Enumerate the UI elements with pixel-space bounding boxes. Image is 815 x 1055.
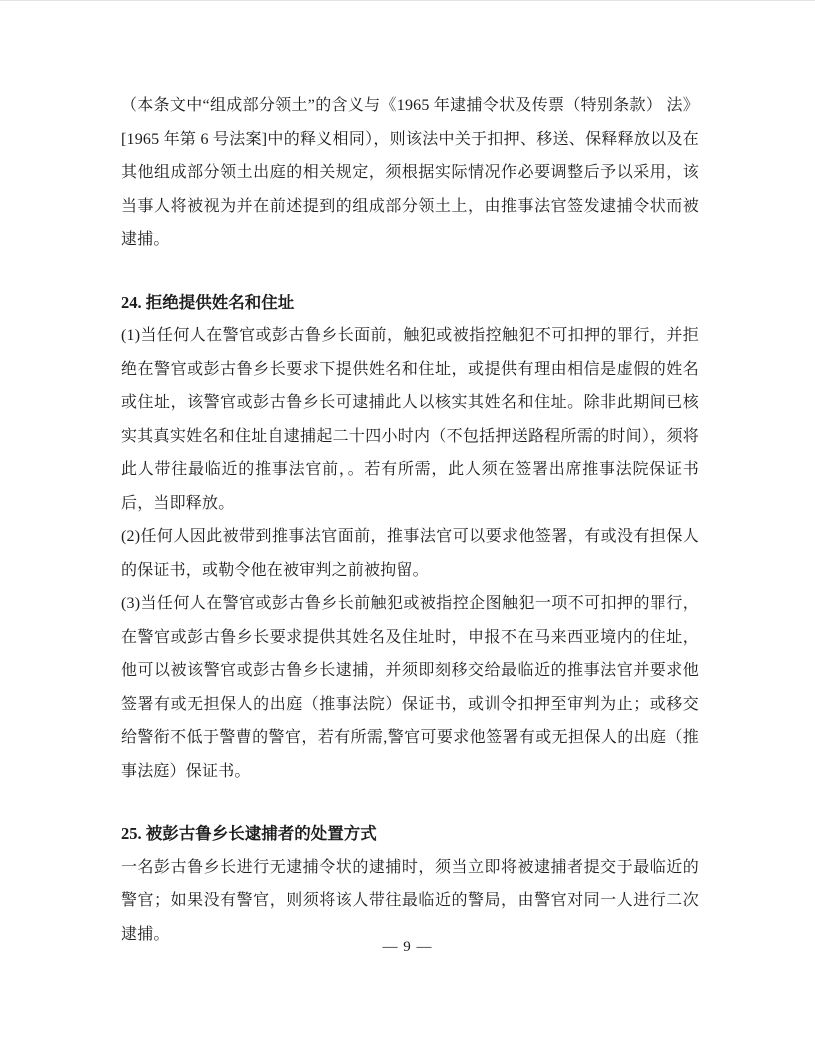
section-25-paragraph-1: 一名彭古鲁乡长进行无逮捕令状的逮捕时，须当立即将被逮捕者提交于最临近的警官；如果没有警官，则须将该人带往最临近的警局，由警官对同一人进行二次逮捕。 [121, 858, 699, 943]
document-content [121, 89, 699, 951]
section-24-paragraph-1: (1)当任何人在警官或彭古鲁乡长面前，触犯或被指控触犯不可扣押的罪行，并拒绝在警官或彭古鲁乡长要求下提供姓名和住址，或提供有理由相信是虚假的姓名或住址，该警官或彭古鲁乡长可逮捕此人以核实其姓名和住址。除非此期间已核实其真实姓名和住址自逮捕起二十四小时内（不包括押送路程所需的时间），须将此人带往最临近的推事法官前，。若有所需，此人须在签署出席推事法院保证书后，当即释放。 [121, 327, 699, 512]
section-25-heading: 25. 被彭古鲁乡长逮捕者的处置方式 [121, 824, 377, 843]
section-24-paragraph-2: (2)任何人因此被带到推事法官面前，推事法官可以要求他签署，有或没有担保人的保证书，或勒令他在被审判之前被拘留。 [121, 528, 699, 579]
page-number: — 9 — [382, 939, 433, 955]
intro-paragraph: （本条文中“组成部分领土”的含义与《1965 年逮捕令状及传票（特别条款） 法》[1965 年第 6 号法案]中的释义相同），则该法中关于扣押、移送、保释释放以及在其他组成部分领土出庭的相关规定，须根据实际情况作必要调整后予以采用，该当事人将被视为并在前述提到的组成部分领土上，由推事法官签发逮捕令状而被逮捕。 [121, 97, 699, 248]
section-24-heading: 24. 拒绝提供姓名和住址 [121, 292, 295, 312]
section-24-paragraph-3: (3)当任何人在警官或彭古鲁乡长前触犯或被指控企图触犯一项不可扣押的罪行，在警官或彭古鲁乡长要求提供其姓名及住址时，申报不在马来西亚境内的住址，他可以被该警官或彭古鲁乡长逮捕，并须即刻移交给最临近的推事法官并要求他签署有或无担保人的出庭（推事法院）保证书，或训令扣押至审判为止；或移交给警衔不低于警曹的警官，若有所需,警官可要求他签署有或无担保人的出庭（推事法庭）保证书。 [121, 595, 699, 780]
